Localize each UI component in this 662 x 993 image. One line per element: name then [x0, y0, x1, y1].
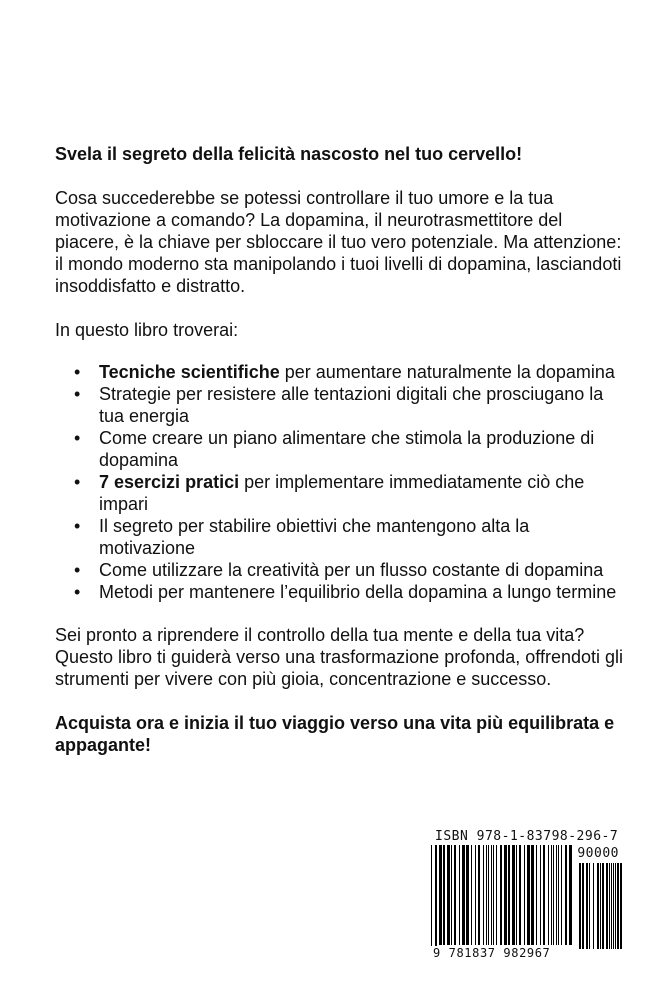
barcode-bar: [600, 863, 601, 949]
call-to-action: Acquista ora e inizia il tuo viaggio verso una vita più equilibrata e appagante!: [55, 713, 615, 755]
barcode-bar: [593, 863, 594, 949]
barcode-bar: [536, 845, 537, 945]
barcode-bar: [488, 845, 489, 945]
closing-paragraph: Sei pronto a riprendere il controllo della tua mente e della tua vita? Questo libro ti guiderà verso una trasformazione profonda, offrendoti gli strumenti per vivere con più gioia, concentrazione e successo.: [55, 625, 623, 689]
barcode-bar: [524, 845, 525, 945]
back-cover-text: [55, 143, 623, 756]
barcode-bar: [447, 845, 450, 945]
barcode-bar: [496, 845, 497, 945]
feature-list: [55, 361, 623, 603]
barcode-bar: [462, 845, 465, 945]
barcode-bar: [565, 845, 567, 945]
isbn-barcode: [421, 827, 629, 969]
list-item: • Come utilizzare la creatività per un flusso costante di dopamina: [99, 559, 623, 581]
barcode-bar: [606, 863, 608, 949]
barcode-digits: 9 781837 982967: [433, 946, 551, 960]
barcode-bar: [516, 845, 517, 945]
barcode-addon: 90000: [577, 846, 619, 861]
list-item: • Come creare un piano alimentare che stimola la produzione di dopamina: [99, 427, 623, 471]
barcode-bar: [579, 863, 581, 949]
barcode-bar: [586, 863, 588, 949]
barcode-bar: [553, 845, 554, 945]
list-item: • Il segreto per stabilire obiettivi che mantengono alta la motivazione: [99, 515, 623, 559]
barcode-bar: [493, 845, 494, 945]
isbn-label: ISBN 978-1-83798-296-7: [435, 829, 619, 844]
barcode-bar: [483, 845, 484, 945]
list-item: • 7 esercizi pratici per implementare immediatamente ciò che impari: [99, 471, 623, 515]
barcode-bar: [459, 845, 460, 945]
list-item: • Strategie per resistere alle tentazioni digitali che prosciugano la tua energia: [99, 383, 623, 427]
barcode-bar: [527, 845, 530, 945]
barcode-bar: [512, 845, 515, 945]
barcode-bar: [540, 845, 541, 945]
barcode-bar: [589, 863, 590, 949]
barcode-bar: [451, 845, 452, 945]
barcode-bar: [531, 845, 534, 945]
barcode-bar: [620, 863, 622, 949]
barcode-bar: [561, 845, 562, 945]
barcode-bar: [597, 863, 599, 949]
barcode-bar: [471, 845, 472, 945]
barcode-bar: [508, 845, 510, 945]
barcode-bar: [491, 845, 492, 945]
barcode-bar: [613, 863, 614, 949]
barcode-bar: [602, 863, 604, 949]
barcode-bar: [611, 863, 612, 949]
barcode-bar: [551, 845, 552, 945]
barcode-bar: [443, 845, 445, 945]
list-item: • Tecniche scientifiche per aumentare naturalmente la dopamina: [99, 361, 623, 383]
headline: Svela il segreto della felicità nascosto nel tuo cervello!: [55, 144, 523, 164]
list-item: • Metodi per mantenere l’equilibrio della dopamina a lungo termine: [99, 581, 623, 603]
barcode-bar: [615, 863, 616, 949]
barcode-bar: [478, 845, 480, 945]
barcode-bar: [454, 845, 456, 945]
barcode-bar: [543, 845, 545, 945]
barcode-bar: [435, 845, 437, 951]
barcode-bar: [504, 845, 507, 945]
barcode-bar: [558, 845, 559, 945]
barcode-bar: [582, 863, 584, 949]
barcode-bar: [548, 845, 549, 945]
barcode-bar: [431, 845, 432, 951]
barcode-bar: [519, 845, 521, 945]
barcode-bar: [466, 845, 469, 945]
barcode-bar: [486, 845, 487, 945]
barcode-bar: [500, 845, 502, 945]
barcode-bar: [475, 845, 476, 945]
barcode-bar: [556, 845, 557, 945]
barcode-bar: [439, 845, 442, 945]
barcode-bar: [569, 845, 572, 945]
list-intro: In questo libro troverai:: [55, 320, 239, 340]
intro-paragraph: Cosa succederebbe se potessi controllare il tuo umore e la tua motivazione a comando? La dopamina, il neurotrasmettitore del piacere, è la chiave per sbloccare il tuo vero potenziale. Ma attenzione: il mondo moderno sta manipolando i tuoi livelli di dopamina, lasciandoti insoddisfatto e distratto.: [55, 188, 622, 296]
barcode-bar: [609, 863, 610, 949]
barcode-bar: [617, 863, 619, 949]
